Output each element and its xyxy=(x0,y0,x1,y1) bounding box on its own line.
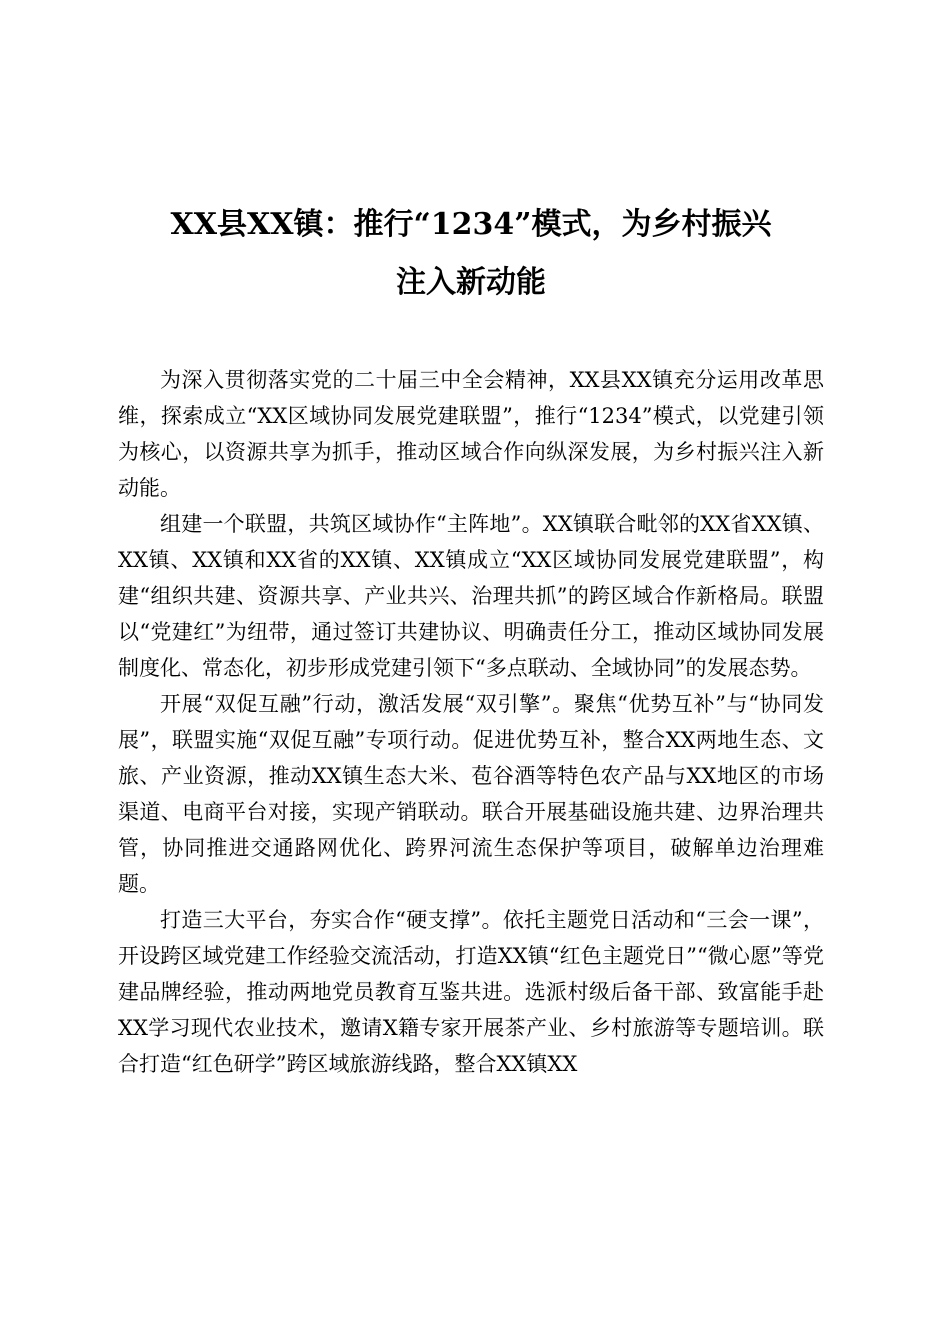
document-title xyxy=(118,196,824,312)
document-body xyxy=(118,362,824,1082)
paragraph-dual-action: 开展“双促互融”行动，激活发展“双引擎”。聚焦“优势互补”与“协同发展”，联盟实施“双促互融”专项行动。促进优势互补，整合XX两地生态、文旅、产业资源，推动XX镇生态大米、苞谷酒等特色农产品与XX地区的市场渠道、电商平台对接，实现产销联动。联合开展基础设施共建、边界治理共管，协同推进交通路网优化、跨界河流生态保护等项目，破解单边治理难题。 xyxy=(118,692,824,896)
paragraph-three-platforms: 打造三大平台，夯实合作“硬支撑”。依托主题党日活动和“三会一课”，开设跨区域党建工作经验交流活动，打造XX镇“红色主题党日”“微心愿”等党建品牌经验，推动两地党员教育互鉴共进。选派村级后备干部、致富能手赴XX学习现代农业技术，邀请X籍专家开展茶产业、乡村旅游等专题培训。联合打造“红色研学”跨区域旅游线路，整合XX镇XX xyxy=(118,908,824,1076)
paragraph-alliance: 组建一个联盟，共筑区域协作“主阵地”。XX镇联合毗邻的XX省XX镇、XX镇、XX镇和XX省的XX镇、XX镇成立“XX区域协同发展党建联盟”，构建“组织共建、资源共享、产业共兴、治理共抓”的跨区域合作新格局。联盟以“党建红”为纽带，通过签订共建协议、明确责任分工，推动区域协同发展制度化、常态化，初步形成党建引领下“多点联动、全域协同”的发展态势。 xyxy=(118,512,824,680)
title-line-1: XX县XX镇：推行“1234”模式，为乡村振兴 xyxy=(170,207,772,242)
paragraph-intro: 为深入贯彻落实党的二十届三中全会精神，XX县XX镇充分运用改革思维，探索成立“XX区域协同发展党建联盟”，推行“1234”模式，以党建引领为核心，以资源共享为抓手，推动区域合作向纵深发展，为乡村振兴注入新动能。 xyxy=(118,368,824,500)
title-line-2: 注入新动能 xyxy=(396,265,546,300)
